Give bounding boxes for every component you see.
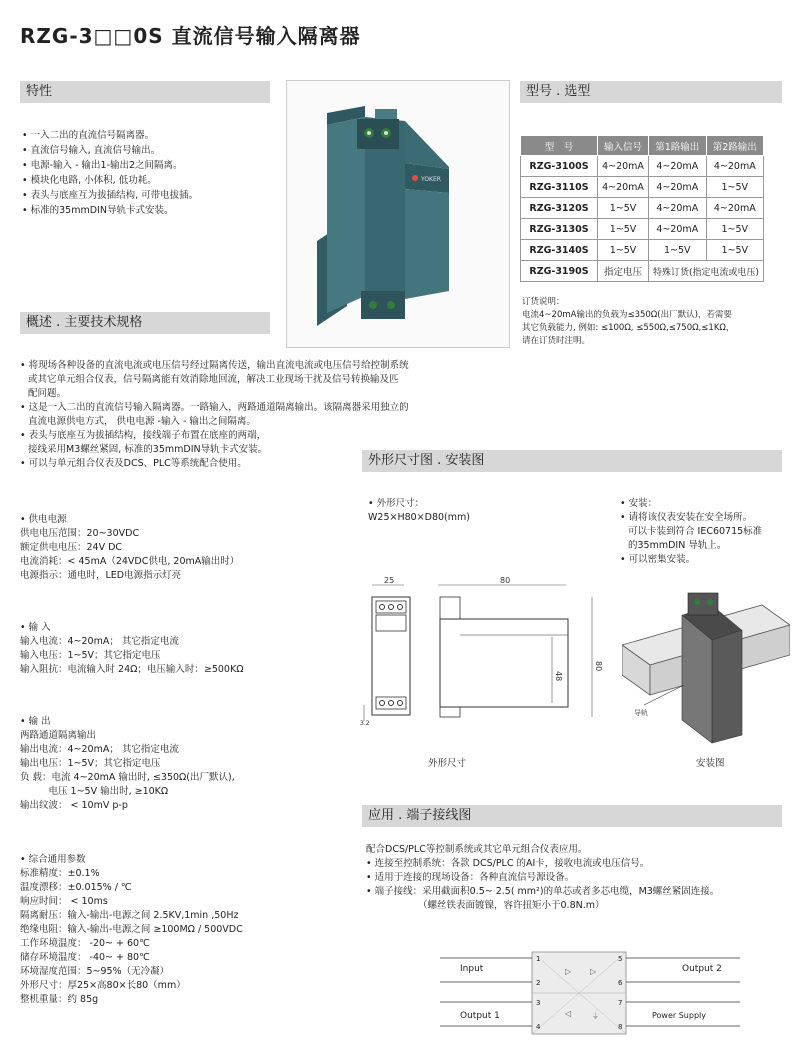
terminal-4: 4 <box>536 1023 541 1031</box>
spec-line: 输出电压：1~5V；其它指定电压 <box>20 758 161 769</box>
table-row <box>521 240 764 261</box>
terminal-3: 3 <box>536 999 541 1007</box>
product-photo <box>286 80 510 348</box>
spec-line: 输出纹波： < 10mV p-p <box>20 800 128 811</box>
model-cell: RZG-3100S <box>521 156 598 177</box>
header-output2: 第2路输出 <box>706 136 764 156</box>
wiring-output2-label: Output 2 <box>682 964 722 974</box>
header-output1: 第1路输出 <box>649 136 707 156</box>
spec-line: 供电电压范围：20~30VDC <box>20 528 140 539</box>
spec-line: 隔离耐压：输入-输出-电源之间 2.5KV,1min ,50Hz <box>20 910 239 921</box>
table-row <box>521 156 764 177</box>
install-line: • 请将该仪表安装在安全场所。 <box>620 512 753 523</box>
input-heading: • 输 入 <box>20 622 51 633</box>
dimension-label: • 外形尺寸： <box>368 498 425 509</box>
table-cell: 4~20mA <box>649 198 707 219</box>
table-row <box>521 261 764 282</box>
section-wiring: 应用 . 端子接线图 <box>362 805 782 827</box>
overview-line: • 可以与单元组合仪表及DCS、PLC等系统配合使用。 <box>20 458 247 469</box>
overview-text <box>20 359 460 471</box>
output-spec <box>20 715 350 813</box>
model-cell: RZG-3130S <box>521 219 598 240</box>
terminal-1: 1 <box>536 955 541 963</box>
power-heading: • 供电电源 <box>20 514 67 525</box>
wiring-power-label: Power Supply <box>652 1011 706 1020</box>
input-spec <box>20 621 350 677</box>
page-title: RZG-3□□0S 直流信号输入隔离器 <box>20 24 361 48</box>
output-heading: • 输 出 <box>20 716 51 727</box>
overview-line: • 这是一入二出的直流信号输入隔离器。一路输入，两路通道隔离输出。该隔离器采用独立的 <box>20 402 409 413</box>
table-row <box>521 219 764 240</box>
section-features: 特性 <box>20 81 270 103</box>
spec-line: 输入电流：4~20mA； 其它指定电流 <box>20 636 179 647</box>
overview-line: 直流电源供电方式， 供电电源 -输入 - 输出之间隔离。 <box>28 416 256 427</box>
table-cell: 1~5V <box>649 240 707 261</box>
wiring-item: • 端子接线：采用截面积0.5~ 2.5( mm²)的单芯或者多芯电缆，M3螺丝紧固连接。 <box>366 886 720 897</box>
spec-line: 输入阻抗：电流输入时 24Ω；电压输入时：≥500KΩ <box>20 664 244 675</box>
spec-line: 电流消耗：< 45mA（24VDC供电, 20mA输出时） <box>20 556 240 567</box>
dim-80-top-label: 80 <box>500 576 511 585</box>
model-cell: RZG-3110S <box>521 177 598 198</box>
features-list <box>22 128 282 218</box>
spec-line: 环境湿度范围：5~95%（无冷凝） <box>20 966 170 977</box>
spec-line: 电压 1~5V 输出时, ≥10KΩ <box>20 786 169 797</box>
wiring-input-label: Input <box>460 964 484 974</box>
model-cell: RZG-3120S <box>521 198 598 219</box>
svg-text:◁: ◁ <box>565 1009 572 1018</box>
order-note-line: 请在订货时注明。 <box>522 336 591 346</box>
spec-line: 整机重量：约 85g <box>20 994 99 1005</box>
table-cell: 4~20mA <box>649 219 707 240</box>
table-row <box>521 177 764 198</box>
wiring-diagram <box>440 940 740 1040</box>
table-cell: 4~20mA <box>649 156 707 177</box>
terminal-5: 5 <box>618 955 623 963</box>
table-cell: 4~20mA <box>598 156 649 177</box>
power-spec <box>20 513 350 583</box>
terminal-7: 7 <box>618 999 623 1007</box>
wiring-text <box>366 843 786 913</box>
table-cell: 1~5V <box>598 198 649 219</box>
general-heading: • 综合通用参数 <box>20 854 86 865</box>
table-cell: 4~20mA <box>706 156 764 177</box>
feature-item: • 直流信号输入, 直流信号输出。 <box>22 143 282 158</box>
section-dimensions: 外形尺寸图 . 安装图 <box>362 450 782 472</box>
overview-line: • 将现场各种设备的直流电流或电压信号经过隔离传送，输出直流电流或电压信号给控制系统 <box>20 360 409 371</box>
spec-line: 温度漂移：±0.015% / ℃ <box>20 882 132 893</box>
table-cell: 1~5V <box>706 177 764 198</box>
table-row <box>521 198 764 219</box>
feature-item: • 标准的35mmDIN导轨卡式安装。 <box>22 203 282 218</box>
dim-32-label: 3.2 <box>360 720 370 727</box>
feature-item: • 一入二出的直流信号隔离器。 <box>22 128 282 143</box>
install-heading: • 安装： <box>620 498 658 509</box>
model-selection-table <box>520 135 764 282</box>
order-note-line: 电流4~20mA输出的负载为≤350Ω(出厂默认)，若需要 <box>522 310 732 320</box>
table-header-row <box>521 136 764 156</box>
dimension-drawing <box>360 575 610 735</box>
section-overview: 概述 . 主要技术规格 <box>20 312 270 334</box>
spec-line: 电源指示：通电时，LED电源指示灯亮 <box>20 570 182 581</box>
svg-text:▷: ▷ <box>565 967 572 976</box>
wiring-note: （螺丝铁表面镀镍，容许扭矩小于0.8N.m） <box>418 900 605 911</box>
wiring-intro: 配合DCS/PLC等控制系统或其它单元组合仪表应用。 <box>366 844 588 855</box>
spec-line: 绝缘电阻：输入-输出-电源之间 ≥100MΩ / 500VDC <box>20 924 243 935</box>
section-model: 型号 . 选型 <box>520 81 782 103</box>
spec-line: 外形尺寸：厚25×高80×长80（mm） <box>20 980 186 991</box>
dim-25-label: 25 <box>384 576 395 585</box>
wiring-item: • 连接至控制系统：各款 DCS/PLC 的AI卡，接收电流或电压信号。 <box>366 858 650 869</box>
svg-text:⏚: ⏚ <box>592 1012 599 1020</box>
overview-line: 或其它单元组合仪表，信号隔离能有效消除地回流，解决工业现场干扰及信号转换输及匹 <box>28 374 399 385</box>
dimension-text <box>368 497 588 525</box>
feature-item: • 表头与底座互为拔插结构, 可带电拔插。 <box>22 188 282 203</box>
install-line: 的35mmDIN 导轨上。 <box>628 540 727 551</box>
installation-drawing <box>622 585 790 745</box>
table-cell: 指定电压 <box>598 261 649 282</box>
spec-line: 工作环境温度： -20~ + 60℃ <box>20 938 150 949</box>
dim-48-label: 48 <box>554 671 563 682</box>
spec-line: 响应时间： < 10ms <box>20 896 108 907</box>
table-cell: 4~20mA <box>706 198 764 219</box>
spec-line: 两路通道隔离输出 <box>20 730 97 741</box>
install-caption: 安装图 <box>696 758 725 769</box>
rail-label: 导轨 <box>634 709 648 717</box>
install-text <box>620 497 790 567</box>
spec-line: 储存环境温度： -40~ + 80℃ <box>20 952 150 963</box>
isolator-module-image <box>287 81 509 347</box>
spec-line: 额定供电电压：24V DC <box>20 542 123 553</box>
overview-line: 配问题。 <box>28 388 67 399</box>
header-input: 输入信号 <box>598 136 649 156</box>
dimension-caption: 外形尺寸 <box>428 758 467 769</box>
install-line: 可以卡装到符合 IEC60715标准 <box>628 526 763 537</box>
feature-item: • 模块化电路, 小体积, 低功耗。 <box>22 173 282 188</box>
overview-line: • 表头与底座互为拔插结构，接线端子布置在底座的两端， <box>20 430 267 441</box>
dim-80-side-label: 80 <box>594 661 603 672</box>
install-line: • 可以密集安装。 <box>620 554 696 565</box>
wiring-item: • 适用于连接的现场设备：各种直流信号源设备。 <box>366 872 575 883</box>
header-model: 型 号 <box>521 136 598 156</box>
dimension-value: W25×H80×D80(mm) <box>368 512 470 523</box>
logo-text: YOKER <box>421 176 441 183</box>
order-note-line: 其它负载能力, 例如: ≤100Ω, ≤550Ω,≤750Ω,≤1KΩ， <box>522 323 735 333</box>
model-cell: RZG-3190S <box>521 261 598 282</box>
wiring-output1-label: Output 1 <box>460 1011 500 1021</box>
svg-text:▷: ▷ <box>590 967 597 976</box>
feature-item: • 电源-输入 - 输出1-输出2之间隔离。 <box>22 158 282 173</box>
spec-line: 标准精度：±0.1% <box>20 868 100 879</box>
table-cell: 1~5V <box>598 219 649 240</box>
terminal-2: 2 <box>536 979 541 987</box>
table-cell: 1~5V <box>706 240 764 261</box>
table-cell: 4~20mA <box>598 177 649 198</box>
terminal-6: 6 <box>618 979 623 987</box>
spec-line: 输入电压：1~5V；其它指定电压 <box>20 650 161 661</box>
table-cell-special: 特殊订货(指定电流或电压) <box>649 261 764 282</box>
model-cell: RZG-3140S <box>521 240 598 261</box>
terminal-8: 8 <box>618 1023 623 1031</box>
spec-line: 负 载：电流 4~20mA 输出时, ≤350Ω(出厂默认), <box>20 772 235 783</box>
order-note-line: 订货说明： <box>522 297 565 307</box>
table-cell: 4~20mA <box>649 177 707 198</box>
order-note <box>522 296 734 348</box>
overview-line: 接线采用M3螺丝紧固, 标准的35mmDIN导轨卡式安装。 <box>28 444 268 455</box>
table-cell: 1~5V <box>706 219 764 240</box>
general-spec <box>20 853 350 1007</box>
table-cell: 1~5V <box>598 240 649 261</box>
spec-line: 输出电流：4~20mA； 其它指定电流 <box>20 744 179 755</box>
